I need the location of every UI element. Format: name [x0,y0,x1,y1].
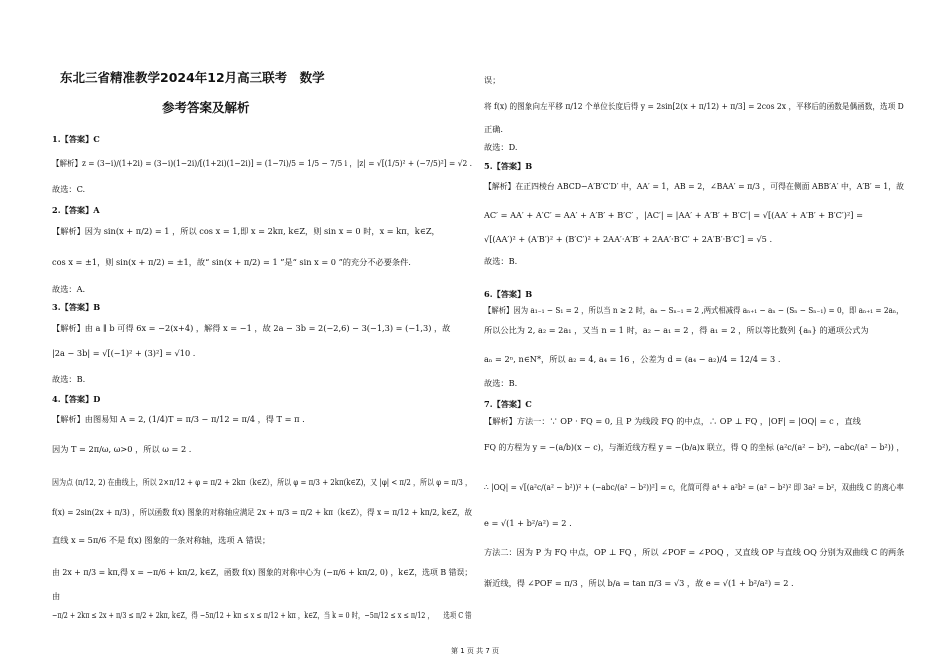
right-text-line: √[(AA′)² + (A′B′)² + (B′C′)² + 2AA′·A′B′ + 2AA′·B′C′ + 2A′B′·B′C′] = √5 . [484,234,773,244]
left-text-line: 【解析】z = (3−i)/(1+2i) = (3−i)(1−2i)/[(1+2i)(1−2i)] = (1−7i)/5 = 1/5 − 7/5 i ，|z| = √[(1/5)² + (−7/5)²] = √2 . [52,158,473,168]
left-text-line: 由 [52,591,61,601]
right-text-line: 正确. [484,124,503,134]
left-text-line: 【解析】因为 sin(x + π/2) = 1 ，所以 cos x = 1,即 x = 2kπ, k∈Z，则 sin x = 0 时，x = kπ，k∈Z， [52,226,440,236]
right-text-line: aₙ = 2ⁿ, n∈N*，所以 a₂ = 4, a₄ = 16 ，公差为 d = (a₄ − a₂)/4 = 12/4 = 3 . [484,354,781,364]
right-text-line: 渐近线，得 ∠POF = π/3 ，所以 b/a = tan π/3 = √3 ，故 e = √(1 + b²/a²) = 2 . [484,578,794,588]
left-text-line: 2.【答案】A [52,205,100,215]
right-text-line: ∴ |OQ| = √[(a²c/(a² − b²))² + (−abc/(a² − b²))²] = c，化简可得 a⁴ + a²b² = (a² − b²)² 即 3a² = b²，双曲线 C 的离心率 [484,482,904,492]
right-text-line: 5.【答案】B [484,161,533,171]
left-text-line: 【解析】由 a ∥ b 可得 6x = −2(x+4) ，解得 x = −1 ，故 2a − 3b = 2(−2,6) − 3(−1,3) = (−1,3) ，故 [52,323,451,333]
left-text-line: 由 2x + π/3 = kπ,得 x = −π/6 + kπ/2, k∈Z，函数 f(x) 图象的对称中心为 (−π/6 + kπ/2, 0) ，k∈Z，选项 B 错误； [52,567,473,577]
page-subtitle: 参考答案及解析 [162,100,250,115]
right-text-line: 将 f(x) 的图象向左平移 π/12 个单位长度后得 y = 2sin[2(x + π/12) + π/3] = 2cos 2x ，平移后的函数是偶函数，选项 D [484,101,904,111]
right-text-line: 所以公比为 2, a₂ = 2a₁ ，又当 n = 1 时，a₂ − a₁ = 2 ，得 a₁ = 2 ，所以等比数列 {aₙ} 的通项公式为 [484,325,869,335]
left-text-line: cos x = ±1，则 sin(x + π/2) = ±1，故“ sin(x + π/2) = 1 ”是“ sin x = 0 ”的充分不必要条件. [52,257,411,267]
right-text-line: 6.【答案】B [484,289,533,299]
right-text-line: 【解析】在正四棱台 ABCD−A′B′C′D′ 中，AA′ = 1，AB = 2，∠BAA′ = π/3 ，可得在侧面 ABB′A′ 中，A′B′ = 1，故 [484,181,904,191]
right-text-line: 故选：B. [484,378,518,388]
right-text-line: FQ 的方程为 y = −(a/b)(x − c)，与渐近线方程 y = −(b/a)x 联立，得 Q 的坐标 (a²c/(a² − b²), −abc/(a² − b²)) ， [484,442,905,452]
right-text-line: 【解析】因为 a₁₋₁ − S₁ = 2 ，所以当 n ≥ 2 时，aₙ − Sₙ₋₁ = 2 ,两式相减得 aₙ₊₁ − aₙ − (Sₙ − Sₙ₋₁) = 0，即 aₙ₊₁ = 2aₙ， [484,305,904,315]
left-text-line: 故选：A. [52,284,86,294]
right-text-line: 【解析】方法一：∵ OP · FQ = 0, 且 P 为线段 FQ 的中点，∴ OP ⊥ FQ ，|OF| = |OQ| = c ，直线 [484,416,861,426]
right-text-line: 方法二：因为 P 为 FQ 中点，OP ⊥ FQ ，所以 ∠POF = ∠POQ ，又直线 OP 与直线 OQ 分别为双曲线 C 的两条 [484,547,905,557]
left-text-line: 【解析】由图易知 A = 2, (1/4)T = π/3 − π/12 = π/4 ，得 T = π . [52,414,305,424]
right-text-line: 误； [484,75,501,85]
right-text-line: 故选：D. [484,142,518,152]
left-text-line: 因为 T = 2π/ω, ω>0 ，所以 ω = 2 . [52,444,192,454]
left-text-line: −π/2 + 2kπ ≤ 2x + π/3 ≤ π/2 + 2kπ, k∈Z，得 −5π/12 + kπ ≤ x ≤ π/12 + kπ ，k∈Z，当 k = 0 时，−5π/12 ≤ x ≤ π/12 ， 选项 C 错 [52,610,472,620]
page-footer: 第 1 页 共 7 页 [450,647,500,655]
page-title: 东北三省精准教学2024年12月高三联考 数学 [60,70,325,85]
right-text-line: 故选：B. [484,256,518,266]
left-text-line: 因为点 (π/12, 2) 在曲线上，所以 2×π/12 + φ = π/2 + 2kπ（k∈Z），所以 φ = π/3 + 2kπ(k∈Z)，又 |φ| < π/2 ，所以 φ = π/3 ， [52,477,473,487]
left-text-line: f(x) = 2sin(2x + π/3) ，所以函数 f(x) 图象的对称轴应满足 2x + π/3 = π/2 + kπ（k∈Z），得 x = π/12 + kπ/2, k∈Z，故 [52,507,473,517]
left-text-line: 3.【答案】B [52,302,101,312]
left-text-line: 故选：C. [52,184,86,194]
right-text-line: 7.【答案】C [484,399,532,409]
left-text-line: |2a − 3b| = √[(−1)² + (3)²] = √10 . [52,348,196,358]
left-text-line: 4.【答案】D [52,394,101,404]
left-text-line: 1.【答案】C [52,134,100,144]
right-text-line: e = √(1 + b²/a²) = 2 . [484,518,572,528]
left-text-line: 直线 x = 5π/6 不是 f(x) 图象的一条对称轴，选项 A 错误； [52,535,271,545]
right-text-line: AC′ = AA′ + A′C′ = AA′ + A′B′ + B′C′ ，|AC′| = |AA′ + A′B′ + B′C′| = √[(AA′ + A′B′ + B′C′)²] = [484,210,863,220]
left-text-line: 故选：B. [52,374,86,384]
